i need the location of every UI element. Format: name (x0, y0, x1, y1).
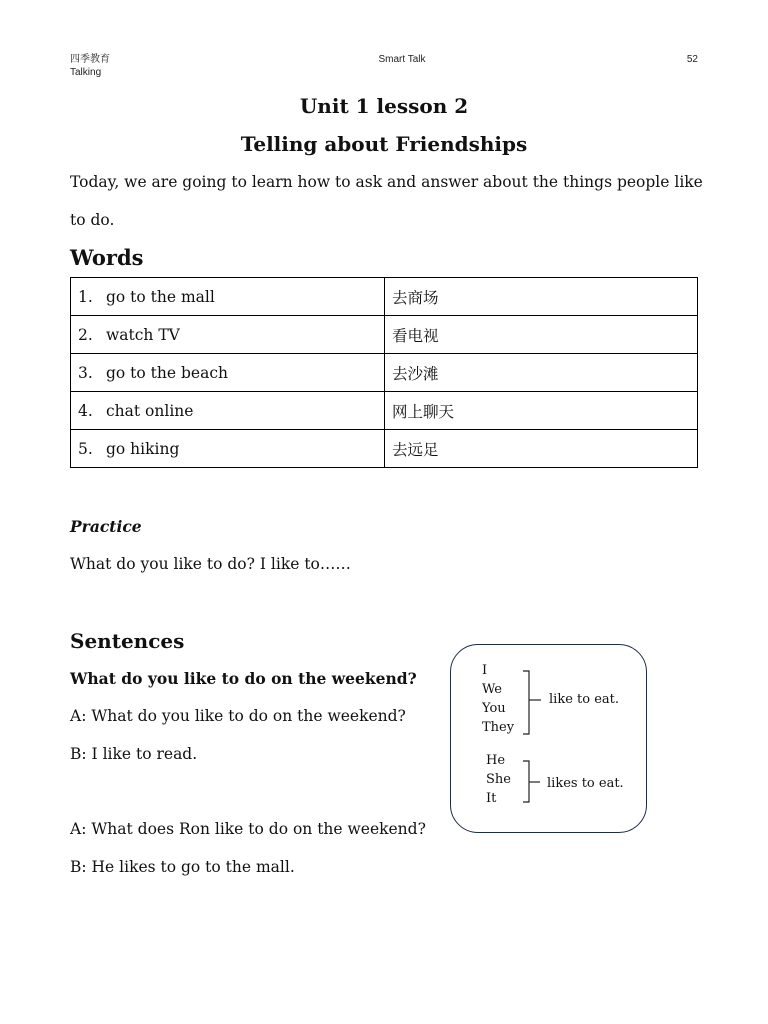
word-english: go to the beach (106, 363, 228, 382)
word-english-cell (71, 430, 385, 468)
table-row (71, 316, 698, 354)
pronoun-we: We (482, 682, 502, 697)
pronoun-it: It (486, 791, 497, 806)
brace-group-2-icon (523, 761, 529, 802)
header-book-title: Smart Talk (378, 54, 426, 65)
practice-label: Practice (70, 517, 142, 536)
table-row (71, 278, 698, 316)
word-english: chat online (106, 401, 194, 420)
table-row (71, 392, 698, 430)
words-heading: Words (70, 245, 144, 270)
word-english-cell (71, 316, 385, 354)
intro-line-2: to do. (70, 211, 115, 229)
dialogue-line-b1: B: I like to read. (70, 745, 198, 763)
grammar-box (450, 644, 647, 833)
word-number: 3. (78, 363, 93, 382)
header-school-name: 四季教育 (70, 54, 110, 65)
verb-like-to-eat: like to eat. (549, 692, 620, 707)
sentence-question: What do you like to do on the weekend? (70, 669, 417, 688)
pronoun-you: You (482, 701, 506, 716)
word-chinese: 看电视 (385, 316, 698, 354)
table-row (71, 354, 698, 392)
lesson-title: Telling about Friendships (240, 132, 528, 156)
words-table (70, 277, 698, 468)
word-chinese: 去商场 (385, 278, 698, 316)
word-english: go to the mall (106, 287, 215, 306)
practice-prompt: What do you like to do? I like to…… (70, 555, 351, 573)
word-number: 4. (78, 401, 93, 420)
word-chinese: 网上聊天 (385, 392, 698, 430)
brace-lines (451, 645, 648, 834)
sentences-heading: Sentences (70, 629, 185, 653)
table-row (71, 430, 698, 468)
word-number: 1. (78, 287, 93, 306)
verb-likes-to-eat: likes to eat. (547, 776, 624, 791)
word-chinese: 去沙滩 (385, 354, 698, 392)
dialogue-line-a1: A: What do you like to do on the weekend? (70, 707, 406, 725)
pronoun-they: They (482, 720, 515, 735)
word-english-cell (71, 392, 385, 430)
word-english: watch TV (106, 325, 180, 344)
brace-group-1-icon (523, 671, 529, 734)
word-english-cell (71, 278, 385, 316)
pronoun-she: She (486, 772, 511, 787)
word-number: 5. (78, 439, 93, 458)
word-number: 2. (78, 325, 93, 344)
dialogue-line-a2: A: What does Ron like to do on the weekend? (70, 820, 426, 838)
pronoun-i: I (482, 663, 488, 678)
intro-line-1: Today, we are going to learn how to ask and answer about the things people like (70, 173, 703, 191)
header-page-number: 52 (686, 54, 698, 65)
pronoun-he: He (486, 753, 506, 768)
word-english: go hiking (106, 439, 180, 458)
unit-title: Unit 1 lesson 2 (299, 94, 469, 118)
word-chinese: 去远足 (385, 430, 698, 468)
header-section-name: Talking (70, 67, 102, 78)
word-english-cell (71, 354, 385, 392)
dialogue-line-b2: B: He likes to go to the mall. (70, 858, 295, 876)
